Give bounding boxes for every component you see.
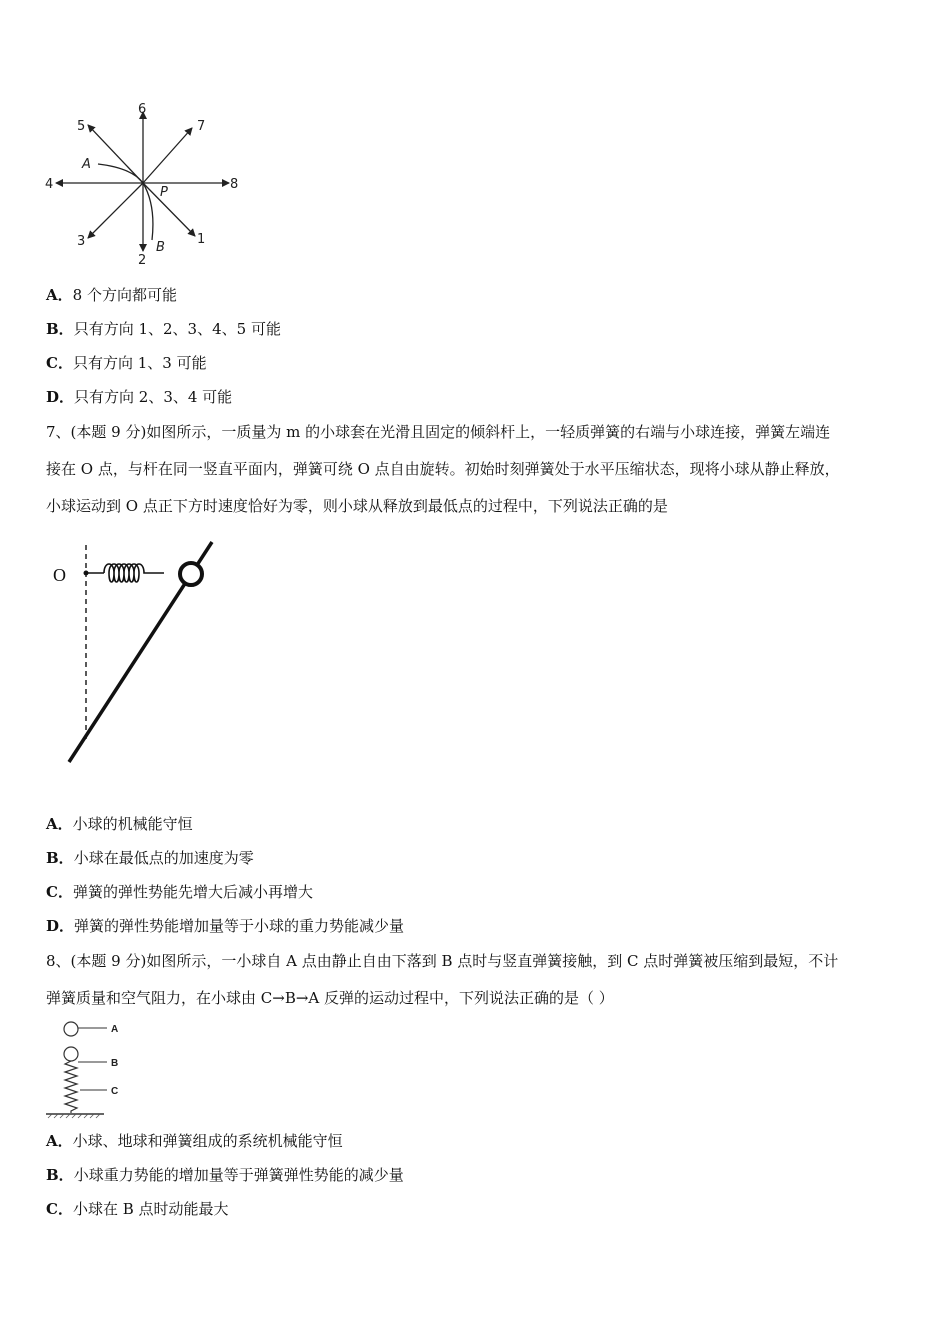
option-letter: A．	[46, 815, 73, 833]
label-c: C	[111, 1086, 119, 1097]
q8-option-c	[46, 1199, 229, 1219]
label-dir-1: 1	[197, 232, 206, 247]
option-text: 小球在最低点的加速度为零	[73, 849, 254, 867]
option-text: 只有方向 2、3、4 可能	[74, 388, 233, 406]
label-dir-3: 3	[77, 234, 86, 249]
q8-option-a	[46, 1131, 343, 1151]
option-letter: B．	[46, 320, 74, 338]
option-letter: B．	[46, 1166, 74, 1184]
option-letter: D．	[46, 388, 75, 406]
label-dir-2: 2	[138, 253, 147, 268]
label-a: A	[111, 1024, 119, 1035]
q8-stem-line-1: 8、(本题 9 分)如图所示，一小球自 A 点由静止自由下落到 B 点时与竖直弹簧接触，到 C 点时弹簧被压缩到最短，不计	[46, 952, 839, 970]
option-letter: C．	[46, 354, 73, 372]
label-point-a: A	[82, 157, 91, 172]
q8-option-b	[46, 1165, 404, 1185]
label-o: O	[53, 565, 66, 585]
option-letter: A．	[46, 286, 73, 304]
option-letter: D．	[46, 917, 75, 935]
q7-stem-line-3: 小球运动到 O 点正下方时速度恰好为零，则小球从释放到最低点的过程中，下列说法正确的是	[46, 497, 668, 515]
label-dir-5: 5	[77, 119, 86, 134]
q7-stem-line-1: 7、(本题 9 分)如图所示，一质量为 m 的小球套在光滑且固定的倾斜杆上，一轻质弹簧的右端与小球连接，弹簧左端连	[46, 423, 831, 441]
option-text: 弹簧的弹性势能增加量等于小球的重力势能减少量	[74, 917, 405, 935]
label-dir-8: 8	[230, 177, 239, 192]
label-dir-7: 7	[197, 119, 206, 134]
ball-at-a	[64, 1022, 78, 1036]
option-text: 小球在 B 点时动能最大	[72, 1200, 229, 1218]
vertical-spring	[65, 1061, 77, 1113]
option-letter: C．	[46, 883, 73, 901]
option-letter: B．	[46, 849, 74, 867]
option-text: 只有方向 1、2、3、4、5 可能	[73, 320, 281, 338]
label-point-b: B	[156, 240, 165, 255]
option-text: 弹簧的弹性势能先增大后减小再增大	[72, 883, 313, 901]
option-text: 8 个方向都可能	[72, 286, 177, 304]
option-text: 小球重力势能的增加量等于弹簧弹性势能的减少量	[73, 1166, 404, 1184]
q8-stem-line-2: 弹簧质量和空气阻力，在小球由 C→B→A 反弹的运动过程中，下列说法正确的是（ ）	[46, 989, 614, 1007]
option-letter: C．	[46, 1200, 73, 1218]
label-point-p: P	[160, 185, 168, 200]
option-text: 只有方向 1、3 可能	[72, 354, 207, 372]
label-dir-4: 4	[45, 177, 54, 192]
label-b: B	[111, 1058, 119, 1069]
ball-at-b	[64, 1047, 78, 1061]
option-text: 小球的机械能守恒	[72, 815, 193, 833]
q7-stem-line-2: 接在 O 点，与杆在同一竖直平面内，弹簧可绕 O 点自由旋转。初始时刻弹簧处于水平压缩状态，现将小球从静止释放，	[46, 460, 840, 478]
label-dir-6: 6	[138, 102, 147, 117]
option-text: 小球、地球和弹簧组成的系统机械能守恒	[72, 1132, 343, 1150]
option-letter: A．	[46, 1132, 73, 1150]
